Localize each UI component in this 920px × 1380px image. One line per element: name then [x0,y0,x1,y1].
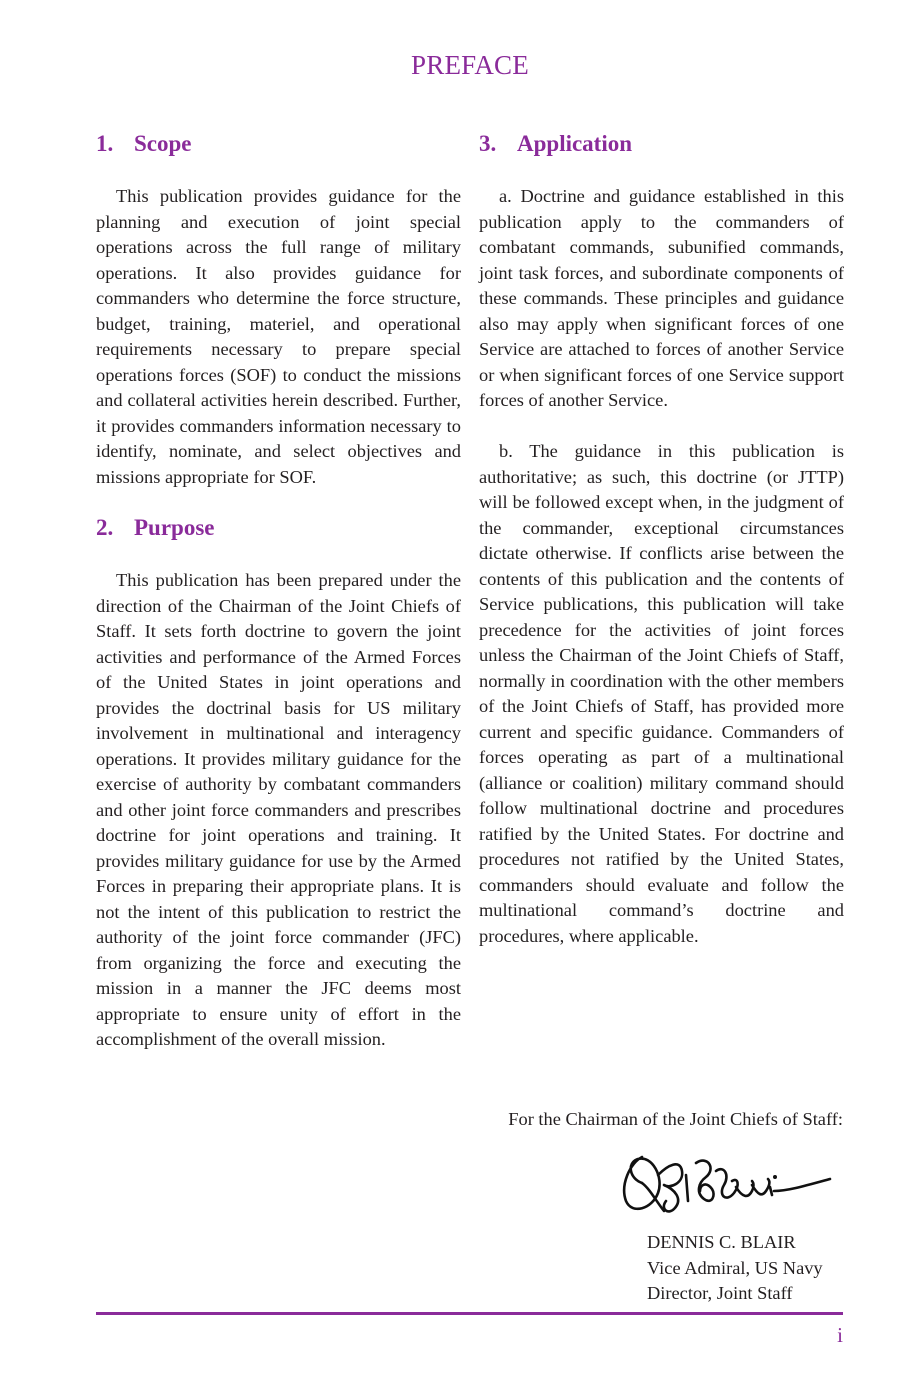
section-purpose [96,512,461,1053]
section-number: 2. [96,515,114,540]
section-heading-scope [96,128,461,160]
section-number: 3. [479,131,497,156]
section-title: Application [517,131,633,156]
left-column [96,128,461,1053]
signatory-rank: Vice Admiral, US Navy [647,1257,823,1278]
page-number: i [837,1323,843,1347]
signature-intro: For the Chairman of the Joint Chiefs of Staff: [508,1109,843,1129]
right-column [479,128,844,949]
section-heading-purpose [96,512,461,544]
section-scope [96,128,461,490]
page-title: PREFACE [411,50,529,80]
purpose-paragraph: This publication has been prepared under the direction of the Chairman of the Joint Chiefs of Staff. It sets forth doctrine to govern the joint activities and performance of the Armed Forces of the United States in joint operations and provides the doctrinal basis for US military involvement in multinational and interagency operations. It provides military guidance for the exercise of authority by combatant commanders and other joint force commanders and prescribes doctrine for joint operations and training. It provides military guidance for use by the Armed Forces in preparing their appropriate plans. It is not the intent of this publication to restrict the authority of the joint force commander (JFC) from organizing the force and executing the mission in a manner the JFC deems most appropriate to ensure unity of effort in the accomplishment of the overall mission. [96,570,461,1049]
signatory-position: Director, Joint Staff [647,1283,793,1303]
section-heading-application [479,128,844,160]
application-paragraph-b: b. The guidance in this publication is authoritative; as such, this doctrine (or JTTP) will be followed except when, in the judgment of the commander, exceptional circumstances dictate otherwise. If conflicts arise between the contents of this publication and the contents of Service publications, this publication will take precedence for the activities of joint forces unless the Chairman of the Joint Chiefs of Staff, normally in coordination with the other members of the Joint Chiefs of Staff, has provided more current and specific guidance. Commanders of forces operating as part of a multinational (alliance or coalition) military command should follow multinational doctrine and procedures ratified by the United States. For doctrine and procedures not ratified by the United States, commanders should evaluate and follow the multinational command’s doctrine and procedures, where applicable. [479,441,844,946]
section-number: 1. [96,131,114,156]
handwritten-signature [612,1145,842,1225]
signatory-name: DENNIS C. BLAIR [647,1232,796,1252]
section-application [479,128,844,949]
section-title: Purpose [134,515,215,540]
footer-rule [96,1312,843,1315]
signature-block [647,1230,823,1307]
scope-paragraph: This publication provides guidance for the planning and execution of joint special operations across the full range of military operations. It also provides guidance for commanders who determine the force structure, budget, training, materiel, and operational requirements necessary to prepare special operations forces (SOF) to conduct the missions and collateral activities herein described. Further, it provides commanders information necessary to identify, nominate, and select objectives and missions appropriate for SOF. [96,186,461,487]
section-title: Scope [134,131,192,156]
application-paragraph-a: a. Doctrine and guidance established in this publication apply to the commanders of combatant commands, subunified commands, joint task forces, and subordinate components of these commands. These principles and guidance also may apply when significant forces of one Service are attached to forces of another Service or when significant forces of one Service support forces of another Service. [479,186,844,410]
